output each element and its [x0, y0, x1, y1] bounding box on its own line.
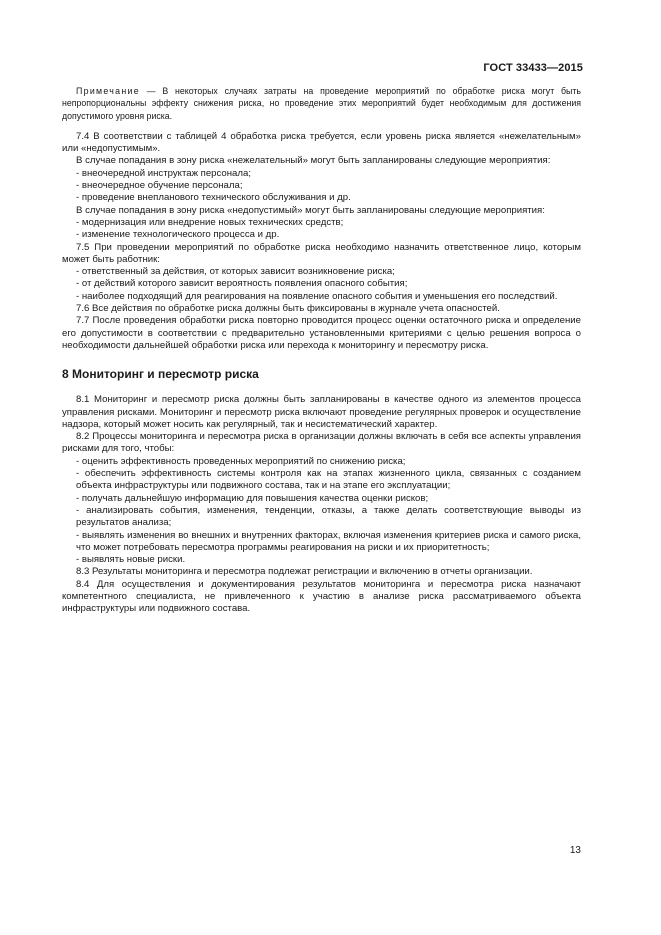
paragraph: 8.3 Результаты мониторинга и пересмотра подлежат регистрации и включению в отчеты организации. — [76, 566, 533, 578]
paragraph: 8.2 Процессы мониторинга и пересмотра риска в организации должны включать в себя все аспекты управления рисками для того, чтобы: — [62, 431, 581, 455]
paragraph: В случае попадания в зону риска «нежелательный» могут быть запланированы следующие мероприятия: — [76, 155, 551, 167]
list-item: - оценить эффективность проведенных мероприятий по снижению риска; — [76, 455, 406, 467]
text-body — [62, 131, 581, 616]
list-item: - модернизация или внедрение новых технических средств; — [76, 216, 344, 228]
list-item: - выявлять изменения во внешних и внутренних факторах, включая изменения критериев риска и самого риска, что может потребовать пересмотра программы реагирования на риски и их приоритетность; — [76, 529, 581, 553]
page-content — [62, 85, 581, 616]
paragraph: 7.7 После проведения обработки риска повторно проводится процесс оценки остаточного риска и определение его допустимости в соответствии с предварительно установленными критериями с целью решения вопроса о необходимости дальнейшей обработки риска или перехода к мониторингу и пересмотру риска. — [62, 315, 581, 351]
paragraph: 7.5 При проведении мероприятий по обработке риска необходимо назначить ответственное лицо, которым может быть работник: — [62, 241, 581, 265]
paragraph: 8.1 Мониторинг и пересмотр риска должны быть запланированы в качестве одного из элементов процесса управления рисками. Мониторинг и пересмотр риска включают проведение регулярных проверок и осуществление надзора, который может носить как регулярный, так и несистематический характер. — [62, 394, 581, 430]
paragraph: В случае попадания в зону риска «недопустимый» могут быть запланированы следующие мероприятия: — [76, 204, 545, 216]
list-item: - ответственный за действия, от которых зависит возникновение риска; — [76, 266, 395, 278]
list-item: - получать дальнейшую информацию для повышения качества оценки рисков; — [76, 492, 429, 504]
paragraph: 7.6 Все действия по обработке риска должны быть фиксированы в журнале учета опасностей. — [76, 303, 500, 315]
list-item: - проведение внепланового технического обслуживания и др. — [76, 192, 351, 204]
page-number: 13 — [569, 845, 581, 856]
list-item: - внеочередной инструктаж персонала; — [76, 167, 251, 179]
paragraph: 8.4 Для осуществления и документирования результатов мониторинга и пересмотра риска назначают компетентного специалиста, не привлеченного к участию в анализе риска рассматриваемого объекта инфраструктуры или подвижного состава. — [62, 578, 581, 615]
list-item: - наиболее подходящий для реагирования на появление опасного события и уменьшения его последствий. — [76, 290, 558, 302]
note-label: Примечание — [76, 86, 140, 96]
list-item: - анализировать события, изменения, тенденции, отказы, а также делать соответствующие выводы из результатов анализа; — [76, 504, 581, 529]
list-item: - внеочередное обучение персонала; — [76, 180, 243, 192]
section-heading: 8 Мониторинг и пересмотр риска — [62, 367, 259, 382]
list-item: - выявлять новые риски. — [76, 554, 186, 566]
list-item: - изменение технологического процесса и др. — [76, 229, 280, 241]
list-item: - от действий которого зависит вероятность появления опасного события; — [76, 278, 408, 290]
paragraph: 7.4 В соответствии с таблицей 4 обработка риска требуется, если уровень риска является «нежелательным» или «недопустимым». — [62, 130, 581, 155]
list-item: - обеспечить эффективность системы контроля как на этапах жизненного цикла, связанных с созданием объекта инфраструктуры или подвижного состава, так и на этапе его эксплуатации; — [76, 468, 581, 492]
note-paragraph — [62, 85, 581, 122]
note-text: — В некоторых случаях затраты на проведение мероприятий по обработке риска могут быть непропорциональны эффекту снижения риска, но проведение этих мероприятий будет необходимым для достижения допустимого уровня риска. — [62, 86, 581, 121]
standard-designation: ГОСТ 33433—2015 — [483, 62, 583, 74]
